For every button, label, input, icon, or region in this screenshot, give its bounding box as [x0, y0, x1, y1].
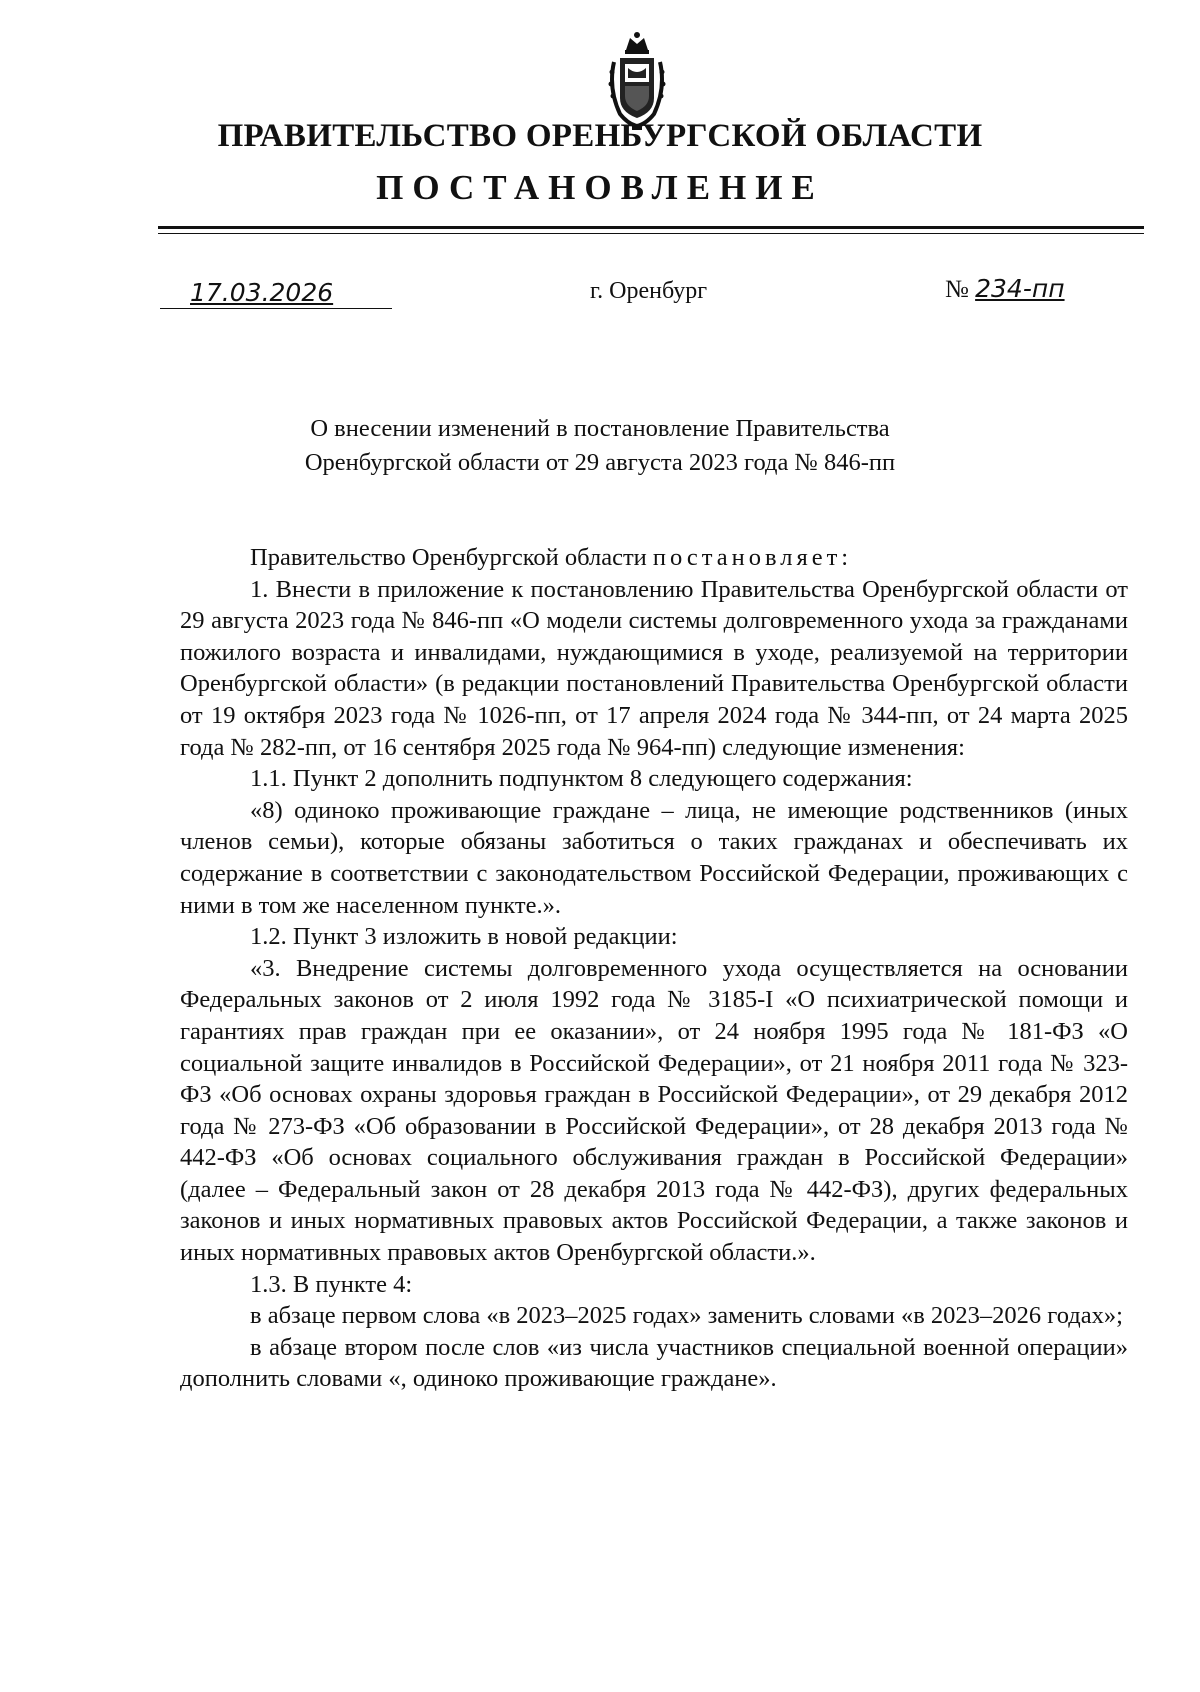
document-type: ПОСТАНОВЛЕНИЕ	[376, 168, 824, 207]
coat-of-arms-icon	[606, 28, 668, 132]
intro-text: Правительство Оренбургской области	[250, 544, 647, 571]
header-divider	[158, 226, 1144, 229]
document-number	[945, 274, 1065, 304]
document-body	[180, 542, 1128, 1395]
subject-line: Оренбургской области от 29 августа 2023 года № 846-пп	[304, 449, 896, 476]
document-city: г. Оренбург	[590, 278, 708, 304]
number-value: 234-пп	[975, 274, 1065, 303]
paragraph-1-3-a: в абзаце первом слова «в 2023–2025 годах» заменить словами «в 2023–2026 годах»;	[250, 1302, 1123, 1330]
paragraph-1-3-b: в абзаце втором после слов «из числа участников специальной военной операции» дополнить словами «, одиноко проживающие граждане».	[180, 1333, 1128, 1393]
paragraph-1: 1. Внести в приложение к постановлению Правительства Оренбургской области от 29 августа 2023 года № 846-пп «О модели системы долговременного ухода за гражданами пожилого возраста и инвалидами, нуждающимися в уходе, реализуемой на территории Оренбургской области» (в редакции постановлений Правительства Оренбургской области от 19 октября 2023 года № 1026-пп, от 17 апреля 2024 года № 344-пп, от 24 марта 2025 года № 282-пп, от 16 сентября 2025 года № 964-пп) следующие изменения:	[180, 575, 1128, 761]
subject-line: О внесении изменений в постановление Правительства	[310, 415, 890, 442]
paragraph-1-1-text: «8) одиноко проживающие граждане – лица, не имеющие родственников (иных членов семьи), которые обязаны заботиться о таких гражданах и обеспечивать их содержание в соответствии с законодательством Российской Федерации, проживающих с ними в том же населенном пункте.».	[180, 796, 1128, 919]
paragraph-1-2-text: «3. Внедрение системы долговременного ухода осуществляется на основании Федеральных законов от 2 июля 1992 года № 3185-I «О психиатрической помощи и гарантиях прав граждан при ее оказании», от 24 ноября 1995 года № 181-ФЗ «О социальной защите инвалидов в Российской Федерации», от 21 ноября 2011 года № 323-ФЗ «Об основах охраны здоровья граждан в Российской Федерации», от 29 декабря 2012 года № 273-ФЗ «Об образовании в Российской Федерации», от 28 декабря 2013 года № 442-ФЗ «Об основах социального обслуживания граждан в Российской Федерации» (далее – Федеральный закон от 28 декабря 2013 года № 442-ФЗ), других федеральных законов и иных нормативных правовых актов Российской Федерации, а также законов и иных нормативных правовых актов Оренбургской области.».	[180, 954, 1129, 1267]
intro-keyword: постановляет:	[652, 544, 853, 571]
document-date: 17.03.2026	[190, 278, 334, 307]
document-subject	[0, 412, 1200, 480]
paragraph-1-1: 1.1. Пункт 2 дополнить подпунктом 8 следующего содержания:	[250, 765, 913, 793]
intro-paragraph	[180, 542, 1128, 574]
organization-title: ПРАВИТЕЛЬСТВО ОРЕНБУРГСКОЙ ОБЛАСТИ	[217, 118, 983, 154]
header-divider-thin	[158, 233, 1144, 234]
number-label: №	[945, 276, 969, 303]
date-underline	[160, 308, 392, 309]
paragraph-1-3: 1.3. В пункте 4:	[250, 1270, 413, 1298]
paragraph-1-2: 1.2. Пункт 3 изложить в новой редакции:	[250, 923, 678, 951]
